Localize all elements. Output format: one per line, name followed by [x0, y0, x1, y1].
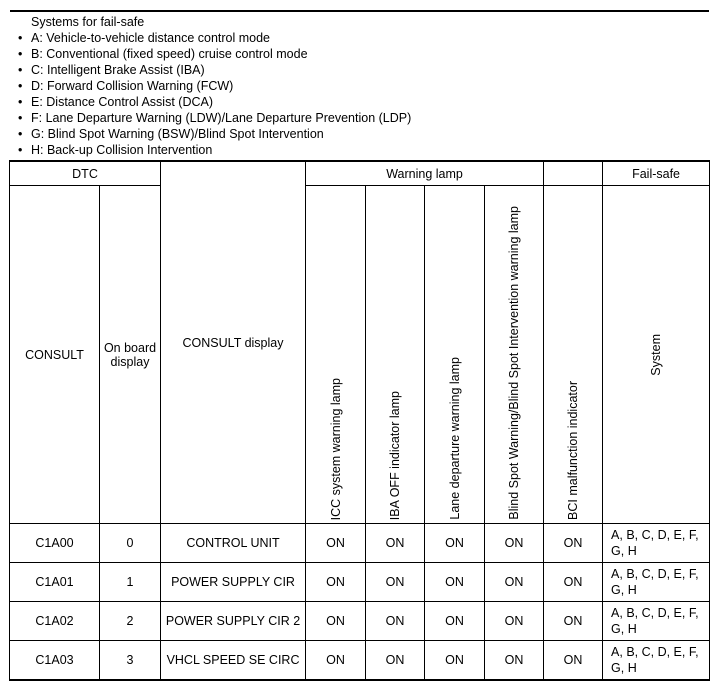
cell-bsw: ON [485, 524, 544, 563]
header-consult: CONSULT [10, 186, 100, 524]
bullet-icon: • [18, 127, 23, 141]
bci-indicator-label: BCI malfunction indicator [566, 381, 581, 520]
cell-icc: ON [306, 563, 366, 602]
header-bsw-lamp [485, 186, 544, 524]
list-item [10, 78, 709, 94]
header-warning-lamp: Warning lamp [306, 161, 544, 186]
cell-onboard: 3 [100, 641, 161, 681]
list-item-text: H: Back-up Collision Intervention [31, 143, 213, 157]
cell-icc: ON [306, 602, 366, 641]
cell-lane: ON [425, 602, 485, 641]
list-item-text: F: Lane Departure Warning (LDW)/Lane Departure Prevention (LDP) [31, 111, 412, 125]
cell-display: CONTROL UNIT [161, 524, 306, 563]
cell-display: POWER SUPPLY CIR [161, 563, 306, 602]
cell-system: A, B, C, D, E, F, G, H [603, 641, 710, 681]
table-row [10, 602, 710, 641]
lane-lamp-label: Lane departure warning lamp [447, 357, 462, 520]
list-item-text: B: Conventional (fixed speed) cruise control mode [31, 47, 308, 61]
header-consult-display: CONSULT display [161, 161, 306, 524]
cell-iba: ON [366, 563, 425, 602]
list-item [10, 46, 709, 62]
bullet-icon: • [18, 143, 23, 157]
header-icc-warning-lamp [306, 186, 366, 524]
header-bci-indicator [544, 186, 603, 524]
dtc-table [9, 160, 710, 681]
cell-lane: ON [425, 563, 485, 602]
bullet-icon: • [18, 95, 23, 109]
list-item [10, 30, 709, 46]
cell-display: VHCL SPEED SE CIRC [161, 641, 306, 681]
notes-title: Systems for fail-safe [31, 15, 145, 29]
header-iba-off-indicator [366, 186, 425, 524]
list-item [10, 94, 709, 110]
cell-bci: ON [544, 563, 603, 602]
cell-lane: ON [425, 641, 485, 681]
list-item-text: C: Intelligent Brake Assist (IBA) [31, 63, 205, 77]
cell-consult: C1A03 [10, 641, 100, 681]
cell-bsw: ON [485, 563, 544, 602]
cell-iba: ON [366, 602, 425, 641]
fail-safe-systems-notes [10, 10, 709, 158]
list-item [10, 62, 709, 78]
bullet-icon: • [18, 79, 23, 93]
cell-lane: ON [425, 524, 485, 563]
list-item-text: D: Forward Collision Warning (FCW) [31, 79, 234, 93]
header-fail-safe: Fail-safe [603, 161, 710, 186]
icc-lamp-label: ICC system warning lamp [328, 377, 343, 520]
cell-system: A, B, C, D, E, F, G, H [603, 563, 710, 602]
list-item-text: G: Blind Spot Warning (BSW)/Blind Spot Intervention [31, 127, 324, 141]
bullet-icon: • [18, 31, 23, 45]
bullet-icon: • [18, 47, 23, 61]
cell-bsw: ON [485, 641, 544, 681]
cell-icc: ON [306, 524, 366, 563]
list-item [10, 142, 709, 158]
cell-system: A, B, C, D, E, F, G, H [603, 524, 710, 563]
bullet-icon: • [18, 63, 23, 77]
list-item [10, 126, 709, 142]
cell-display: POWER SUPPLY CIR 2 [161, 602, 306, 641]
bsw-lamp-label: Blind Spot Warning/Blind Spot Intervention warning lamp [507, 206, 522, 520]
system-label: System [649, 333, 664, 376]
header-on-board-display: On board display [100, 186, 161, 524]
header-lane-departure-lamp [425, 186, 485, 524]
cell-onboard: 1 [100, 563, 161, 602]
cell-system: A, B, C, D, E, F, G, H [603, 602, 710, 641]
header-dtc: DTC [10, 161, 161, 186]
table-row [10, 563, 710, 602]
cell-iba: ON [366, 641, 425, 681]
cell-onboard: 2 [100, 602, 161, 641]
header-row-columns [10, 186, 710, 524]
header-system [603, 186, 710, 524]
cell-iba: ON [366, 524, 425, 563]
cell-consult: C1A01 [10, 563, 100, 602]
cell-bci: ON [544, 641, 603, 681]
cell-bci: ON [544, 524, 603, 563]
cell-consult: C1A00 [10, 524, 100, 563]
table-row [10, 641, 710, 681]
table-row [10, 524, 710, 563]
systems-list [10, 30, 709, 158]
cell-consult: C1A02 [10, 602, 100, 641]
bullet-icon: • [18, 111, 23, 125]
header-blank [544, 161, 603, 186]
cell-onboard: 0 [100, 524, 161, 563]
iba-lamp-label: IBA OFF indicator lamp [388, 390, 403, 520]
list-item-text: E: Distance Control Assist (DCA) [31, 95, 213, 109]
list-item [10, 110, 709, 126]
cell-bci: ON [544, 602, 603, 641]
list-item-text: A: Vehicle-to-vehicle distance control mode [31, 31, 271, 45]
cell-icc: ON [306, 641, 366, 681]
cell-bsw: ON [485, 602, 544, 641]
header-row-groups [10, 161, 710, 186]
